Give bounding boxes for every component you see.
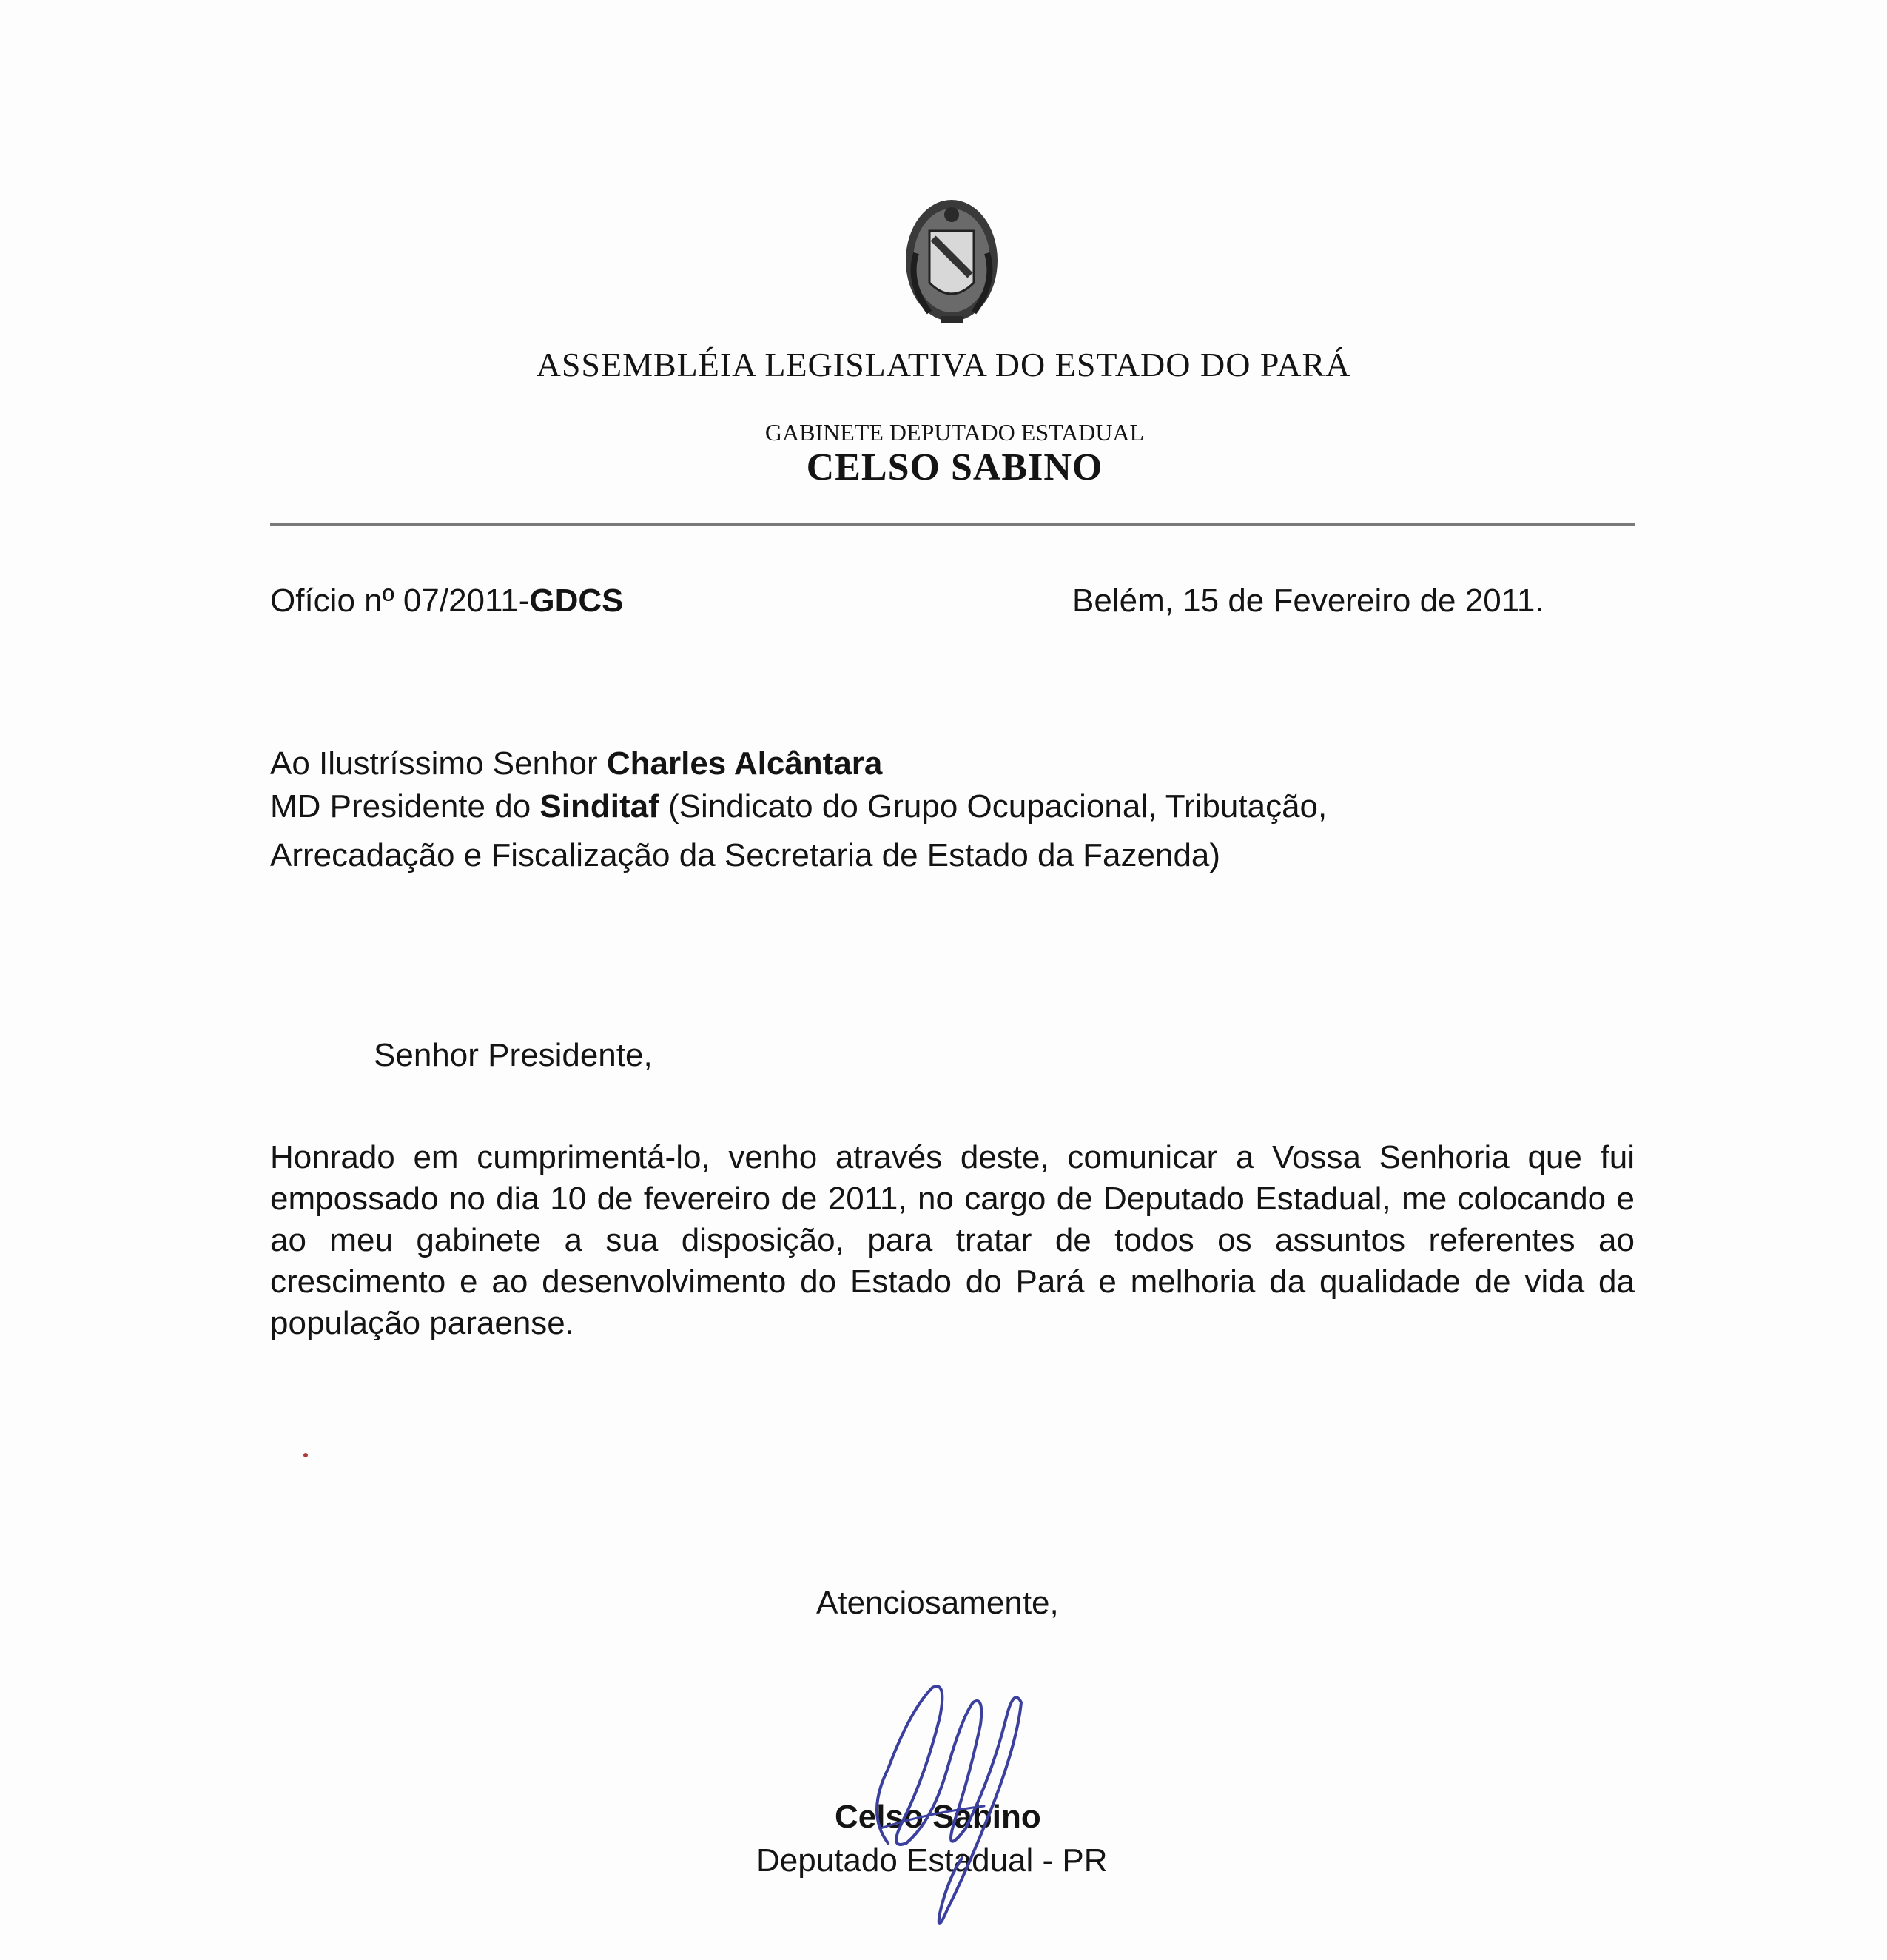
signer-role: Deputado Estadual - PR: [756, 1842, 1108, 1879]
recipient-org-description: (Sindicato do Grupo Ocupacional, Tributação,: [659, 788, 1328, 825]
recipient-line-3: Arrecadação e Fiscalização da Secretaria de Estado da Fazenda): [270, 837, 1221, 873]
recipient-line-1: [270, 743, 882, 785]
recipient-title-prefix: MD Presidente do: [270, 788, 540, 825]
office-reference-prefix: Ofício nº 07/2011-: [270, 583, 530, 619]
cabinet-title: GABINETE DEPUTADO ESTADUAL: [764, 419, 1145, 446]
letter-body: Honrado em cumprimentá-lo, venho através deste, comunicar a Vossa Senhoria que fui empossado no dia 10 de fevereiro de 2011, no cargo de Deputado Estadual, me colocando e ao meu gabinete a sua disposição, para tratar de todos os assuntos referentes ao crescimento e ao desenvolvimento do Estado do Pará e melhoria da qualidade de vida da população paraense.: [270, 1139, 1635, 1341]
recipient-org: Sinditaf: [539, 788, 659, 825]
recipient-name: Charles Alcântara: [606, 745, 883, 782]
letter-date: Belém, 15 de Fevereiro de 2011.: [1072, 583, 1544, 619]
recipient-prefix: Ao Ilustríssimo Senhor: [270, 745, 607, 782]
office-reference: [270, 580, 623, 622]
assembly-title: ASSEMBLÉIA LEGISLATIVA DO ESTADO DO PARÁ: [536, 346, 1351, 383]
header-divider: [270, 523, 1635, 526]
recipient-line-2: [270, 786, 1327, 828]
deputy-name-heading: CELSO SABINO: [806, 446, 1103, 489]
salutation: Senhor Presidente,: [374, 1037, 653, 1073]
handwritten-signature-icon: [836, 1673, 1043, 1947]
coat-of-arms-icon: [900, 194, 1003, 336]
office-reference-code: GDCS: [529, 583, 624, 619]
signer-name: Celso Sabino: [835, 1799, 1041, 1835]
ink-speck: [303, 1453, 308, 1457]
closing: Atenciosamente,: [816, 1585, 1059, 1621]
